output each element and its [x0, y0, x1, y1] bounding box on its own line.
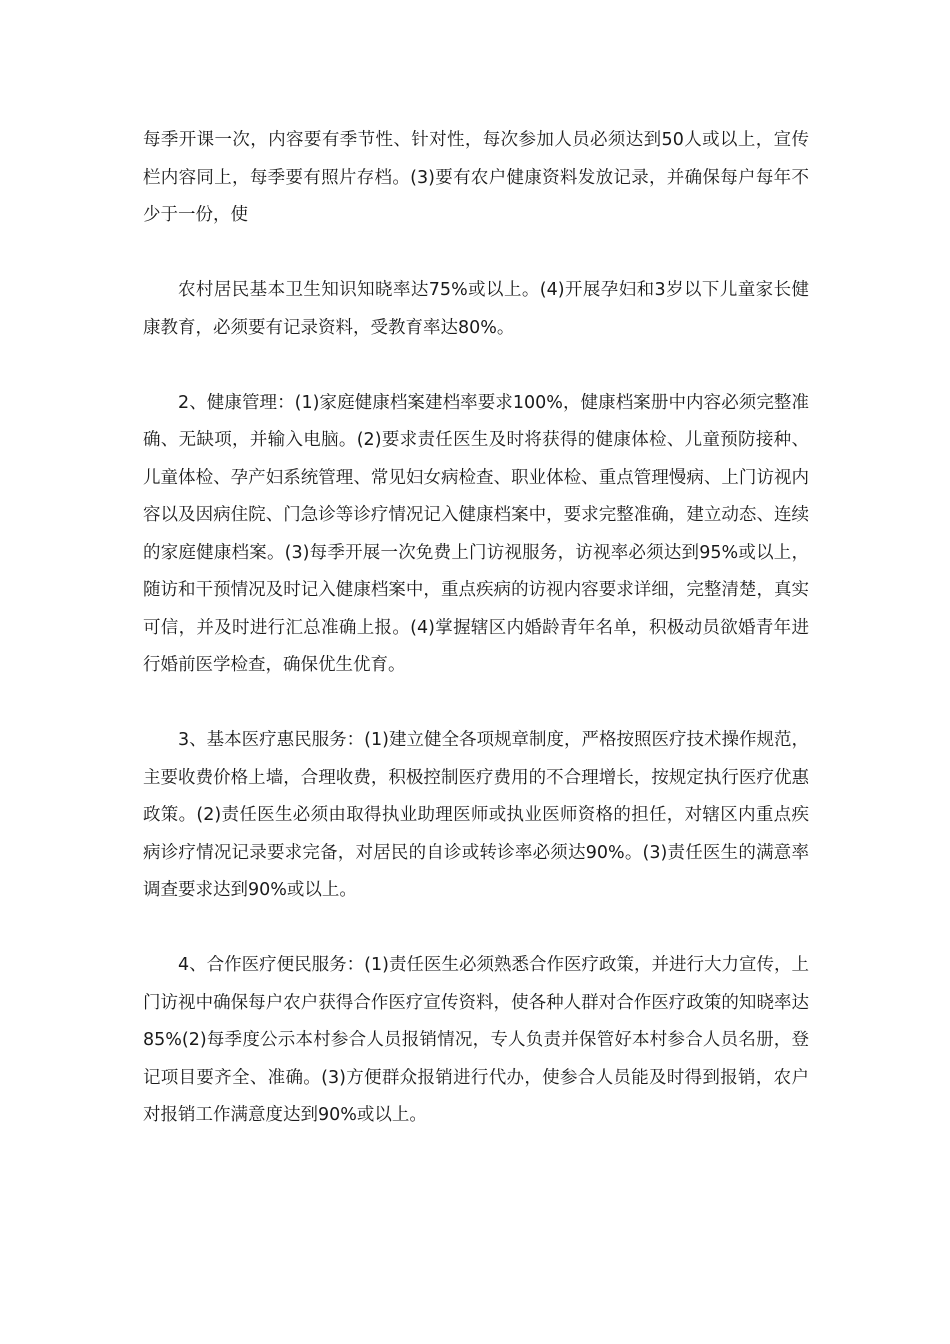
document-body [143, 122, 809, 1172]
paragraph-health-education-continued: 每季开课一次，内容要有季节性、针对性，每次参加人员必须达到50人或以上，宣传栏内容同上，每季要有照片存档。(3)要有农户健康资料发放记录，并确保每户每年不少于一份，使 [143, 130, 809, 225]
paragraph-basic-medical-service: 3、基本医疗惠民服务：(1)建立健全各项规章制度，严格按照医疗技术操作规范，主要收费价格上墙，合理收费，积极控制医疗费用的不合理增长，按规定执行医疗优惠政策。(2)责任医生必须由取得执业助理医师或执业医师资格的担任，对辖区内重点疾病诊疗情况记录要求完备，对居民的自诊或转诊率必须达90%。(3)责任医生的满意率调查要求达到90%或以上。 [143, 730, 809, 900]
paragraph-cooperative-medical-service: 4、合作医疗便民服务：(1)责任医生必须熟悉合作医疗政策，并进行大力宣传，上门访视中确保每户农户获得合作医疗宣传资料，使各种人群对合作医疗政策的知晓率达85%(2)每季度公示本村参合人员报销情况，专人负责并保管好本村参合人员名册，登记项目要齐全、准确。(3)方便群众报销进行代办，使参合人员能及时得到报销，农户对报销工作满意度达到90%或以上。 [143, 955, 809, 1125]
paragraph-health-knowledge-rate: 农村居民基本卫生知识知晓率达75%或以上。(4)开展孕妇和3岁以下儿童家长健康教育，必须要有记录资料，受教育率达80%。 [143, 280, 809, 338]
paragraph-health-management: 2、健康管理：(1)家庭健康档案建档率要求100%，健康档案册中内容必须完整准确、无缺项，并输入电脑。(2)要求责任医生及时将获得的健康体检、儿童预防接种、儿童体检、孕产妇系统管理、常见妇女病检查、职业体检、重点管理慢病、上门访视内容以及因病住院、门急诊等诊疗情况记入健康档案中，要求完整准确，建立动态、连续的家庭健康档案。(3)每季开展一次免费上门访视服务，访视率必须达到95%或以上，随访和干预情况及时记入健康档案中，重点疾病的访视内容要求详细，完整清楚，真实可信，并及时进行汇总准确上报。(4)掌握辖区内婚龄青年名单，积极动员欲婚青年进行婚前医学检查，确保优生优育。 [143, 392, 809, 675]
